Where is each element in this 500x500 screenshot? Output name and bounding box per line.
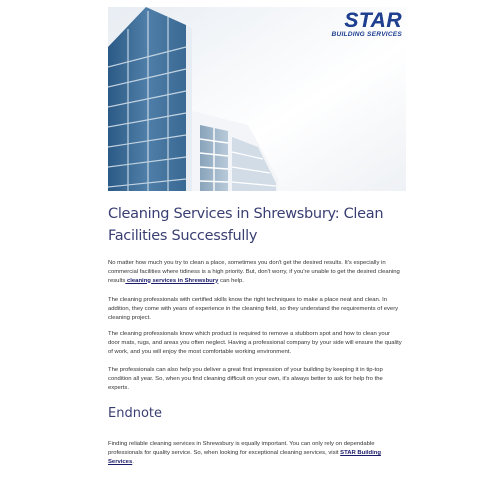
star-logo[interactable] <box>320 10 402 40</box>
paragraph-impression: The professionals can also help you deliver a great first impression of your building by keeping it in tip-top condition all year. So, when you find cleaning difficult on your own, it's always better to ask for help fro the experts. <box>108 367 383 391</box>
star-building-services-link[interactable]: STAR Building Services <box>108 449 381 465</box>
document-page <box>103 0 407 500</box>
endnote-text-end: . <box>132 458 134 465</box>
article-title: Cleaning Services in Shrewsbury: Clean Facilities Successfully <box>108 206 384 244</box>
cleaning-services-link[interactable]: cleaning services in Shrewsbury <box>125 277 219 284</box>
paragraph-endnote <box>108 440 402 466</box>
logo-tagline: BUILDING SERVICES <box>331 31 402 38</box>
intro-text-end: can help. <box>218 277 244 284</box>
endnote-text: Finding reliable cleaning services in Shrewsbury is equally important. You can only rely on dependable professionals for quality service. So, when looking for exceptional cleaning services, visit <box>108 441 375 456</box>
intro-text: No matter how much you try to clean a place, sometimes you don't get the desired results. It's especially in commercial facilities where tidiness is a high priority. But, don't worry, if you're unable to get the desired cleaning results <box>108 260 400 284</box>
hero-building-image <box>108 7 406 191</box>
paragraph-intro <box>108 259 402 285</box>
paragraph-products: The cleaning professionals know which product is required to remove a stubborn spot and how to clean your door mats, rugs, and areas you often neglect. Having a professional company by your side will ensure the quality of work, and you will enjoy the most comfortable working environment. <box>108 331 402 355</box>
paragraph-professionals: The cleaning professionals with certified skills know the right techniques to make a place neat and clean. In addition, they come with years of experience in the cleaning field, so they understand the requirements of every cleaning project. <box>108 297 399 321</box>
logo-brand-text: STAR <box>344 9 402 32</box>
endnote-heading: Endnote <box>108 406 162 421</box>
